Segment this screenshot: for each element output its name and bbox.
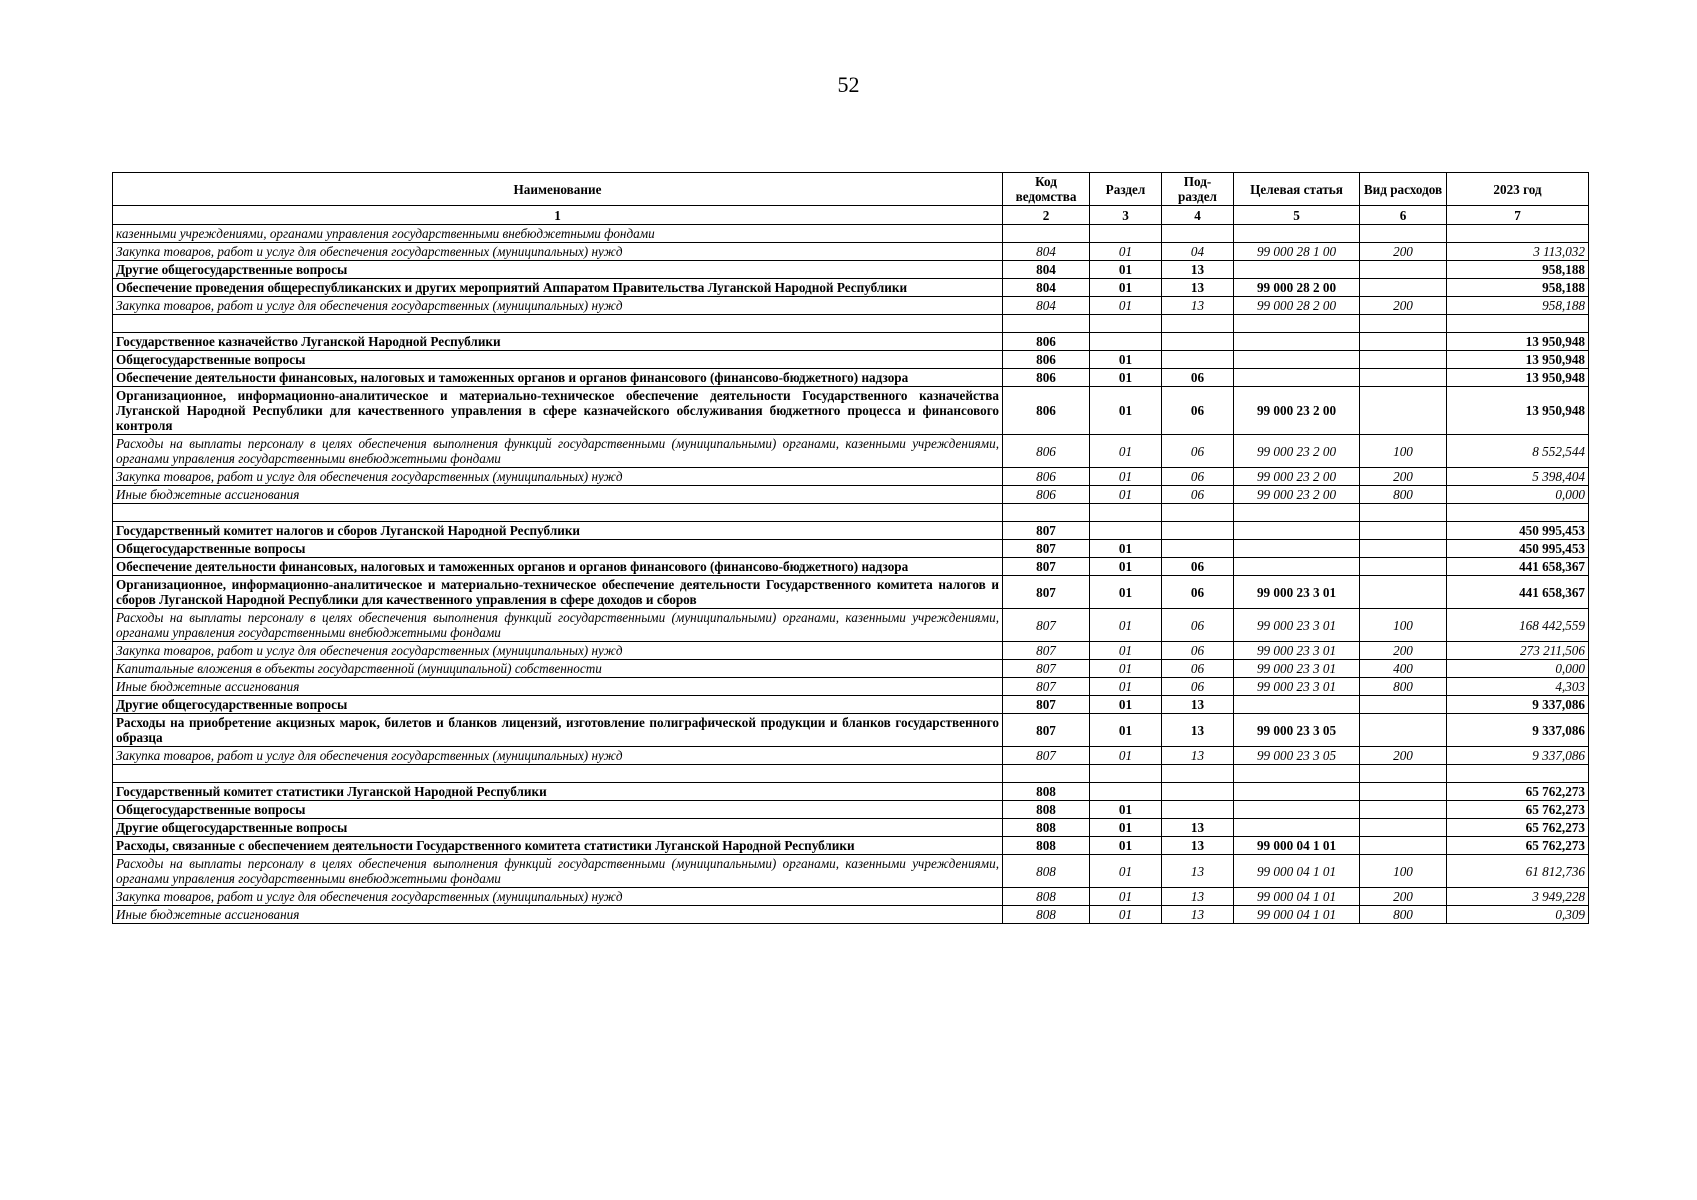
table-row — [113, 468, 1589, 486]
column-number: 3 — [1090, 206, 1162, 225]
row-amount-cell — [1447, 225, 1589, 243]
row-section-cell: 01 — [1090, 351, 1162, 369]
column-number: 1 — [113, 206, 1003, 225]
row-name-cell: казенными учреждениями, органами управления государственными внебюджетными фондами — [113, 225, 1003, 243]
row-section-cell: 01 — [1090, 387, 1162, 435]
row-subsection-cell: 04 — [1162, 243, 1234, 261]
row-target-article-cell — [1234, 540, 1360, 558]
row-target-article-cell: 99 000 23 2 00 — [1234, 387, 1360, 435]
row-dept-code-cell: 807 — [1003, 642, 1090, 660]
row-dept-code-cell: 804 — [1003, 297, 1090, 315]
spacer-row — [113, 504, 1589, 522]
row-expense-type-cell: 800 — [1360, 906, 1447, 924]
row-amount-cell: 3 113,032 — [1447, 243, 1589, 261]
row-target-article-cell: 99 000 23 3 05 — [1234, 747, 1360, 765]
row-expense-type-cell — [1360, 558, 1447, 576]
row-dept-code-cell: 804 — [1003, 279, 1090, 297]
row-amount-cell: 441 658,367 — [1447, 576, 1589, 609]
table-row — [113, 576, 1589, 609]
table-row — [113, 609, 1589, 642]
row-name-cell: Закупка товаров, работ и услуг для обеспечения государственных (муниципальных) нужд — [113, 747, 1003, 765]
row-subsection-cell: 13 — [1162, 906, 1234, 924]
row-dept-code-cell — [1003, 765, 1090, 783]
page-number: 52 — [837, 72, 860, 97]
column-number: 7 — [1447, 206, 1589, 225]
row-section-cell — [1090, 333, 1162, 351]
row-dept-code-cell — [1003, 225, 1090, 243]
row-expense-type-cell — [1360, 369, 1447, 387]
row-target-article-cell — [1234, 261, 1360, 279]
row-target-article-cell: 99 000 23 3 01 — [1234, 576, 1360, 609]
row-amount-cell: 168 442,559 — [1447, 609, 1589, 642]
table-row — [113, 837, 1589, 855]
row-dept-code-cell: 806 — [1003, 369, 1090, 387]
row-dept-code-cell: 806 — [1003, 351, 1090, 369]
row-subsection-cell — [1162, 783, 1234, 801]
row-section-cell — [1090, 504, 1162, 522]
row-dept-code-cell — [1003, 504, 1090, 522]
row-amount-cell: 65 762,273 — [1447, 783, 1589, 801]
row-amount-cell: 13 950,948 — [1447, 333, 1589, 351]
row-dept-code-cell: 807 — [1003, 522, 1090, 540]
row-name-cell: Государственный комитет статистики Луганской Народной Республики — [113, 783, 1003, 801]
row-amount-cell: 5 398,404 — [1447, 468, 1589, 486]
row-expense-type-cell: 100 — [1360, 855, 1447, 888]
row-amount-cell: 9 337,086 — [1447, 747, 1589, 765]
row-section-cell — [1090, 765, 1162, 783]
table-row — [113, 486, 1589, 504]
row-target-article-cell: 99 000 28 2 00 — [1234, 279, 1360, 297]
row-dept-code-cell: 808 — [1003, 783, 1090, 801]
header-subsection: Под-раздел — [1162, 173, 1234, 206]
table-row — [113, 369, 1589, 387]
header-expense-type: Вид расходов — [1360, 173, 1447, 206]
row-dept-code-cell: 808 — [1003, 801, 1090, 819]
row-subsection-cell — [1162, 351, 1234, 369]
row-dept-code-cell: 808 — [1003, 855, 1090, 888]
row-amount-cell: 9 337,086 — [1447, 696, 1589, 714]
row-section-cell: 01 — [1090, 558, 1162, 576]
row-dept-code-cell: 807 — [1003, 540, 1090, 558]
row-section-cell: 01 — [1090, 261, 1162, 279]
row-section-cell: 01 — [1090, 243, 1162, 261]
table-row — [113, 696, 1589, 714]
row-amount-cell: 4,303 — [1447, 678, 1589, 696]
row-dept-code-cell: 806 — [1003, 468, 1090, 486]
row-target-article-cell: 99 000 23 2 00 — [1234, 468, 1360, 486]
row-name-cell: Расходы на выплаты персоналу в целях обеспечения выполнения функций государственными (муниципальными) органами, казенными учреждениями, органами управления государственными внебюджетными фондами — [113, 855, 1003, 888]
row-name-cell: Закупка товаров, работ и услуг для обеспечения государственных (муниципальных) нужд — [113, 468, 1003, 486]
row-expense-type-cell — [1360, 765, 1447, 783]
table-row — [113, 435, 1589, 468]
row-name-cell: Общегосударственные вопросы — [113, 351, 1003, 369]
row-subsection-cell: 13 — [1162, 855, 1234, 888]
row-subsection-cell — [1162, 540, 1234, 558]
row-subsection-cell: 13 — [1162, 696, 1234, 714]
row-target-article-cell — [1234, 351, 1360, 369]
row-name-cell: Закупка товаров, работ и услуг для обеспечения государственных (муниципальных) нужд — [113, 243, 1003, 261]
row-subsection-cell: 13 — [1162, 714, 1234, 747]
row-expense-type-cell: 400 — [1360, 660, 1447, 678]
row-amount-cell: 441 658,367 — [1447, 558, 1589, 576]
row-target-article-cell: 99 000 23 3 01 — [1234, 642, 1360, 660]
row-section-cell — [1090, 315, 1162, 333]
row-name-cell: Организационное, информационно-аналитическое и материально-техническое обеспечение деятельности Государственного комитета налогов и сборов Луганской Народной Республики для качественного управления в сфере доходов и сборов — [113, 576, 1003, 609]
row-target-article-cell: 99 000 23 2 00 — [1234, 486, 1360, 504]
row-subsection-cell: 13 — [1162, 747, 1234, 765]
row-section-cell: 01 — [1090, 435, 1162, 468]
row-subsection-cell: 06 — [1162, 678, 1234, 696]
row-amount-cell — [1447, 504, 1589, 522]
table-row — [113, 801, 1589, 819]
row-section-cell — [1090, 225, 1162, 243]
row-name-cell: Обеспечение проведения общереспубликанских и других мероприятий Аппаратом Правительства Луганской Народной Республики — [113, 279, 1003, 297]
row-name-cell: Государственный комитет налогов и сборов Луганской Народной Республики — [113, 522, 1003, 540]
row-subsection-cell — [1162, 522, 1234, 540]
row-name-cell: Государственное казначейство Луганской Народной Республики — [113, 333, 1003, 351]
row-subsection-cell: 13 — [1162, 888, 1234, 906]
row-target-article-cell — [1234, 315, 1360, 333]
header-dept-code: Код ведомства — [1003, 173, 1090, 206]
row-subsection-cell — [1162, 225, 1234, 243]
row-amount-cell: 450 995,453 — [1447, 522, 1589, 540]
row-expense-type-cell: 100 — [1360, 609, 1447, 642]
row-name-cell: Другие общегосударственные вопросы — [113, 261, 1003, 279]
row-target-article-cell — [1234, 558, 1360, 576]
row-subsection-cell — [1162, 765, 1234, 783]
row-amount-cell: 3 949,228 — [1447, 888, 1589, 906]
row-name-cell: Расходы, связанные с обеспечением деятельности Государственного комитета статистики Луганской Народной Республики — [113, 837, 1003, 855]
table-row — [113, 747, 1589, 765]
row-expense-type-cell — [1360, 540, 1447, 558]
table-row — [113, 261, 1589, 279]
row-expense-type-cell: 200 — [1360, 297, 1447, 315]
row-target-article-cell: 99 000 23 3 01 — [1234, 660, 1360, 678]
row-expense-type-cell — [1360, 261, 1447, 279]
row-target-article-cell: 99 000 23 3 01 — [1234, 678, 1360, 696]
column-number: 6 — [1360, 206, 1447, 225]
table-row — [113, 819, 1589, 837]
row-subsection-cell: 06 — [1162, 435, 1234, 468]
row-target-article-cell: 99 000 04 1 01 — [1234, 888, 1360, 906]
row-expense-type-cell: 200 — [1360, 243, 1447, 261]
table-row — [113, 906, 1589, 924]
row-section-cell: 01 — [1090, 660, 1162, 678]
row-subsection-cell: 06 — [1162, 486, 1234, 504]
table-row — [113, 660, 1589, 678]
row-target-article-cell — [1234, 819, 1360, 837]
row-section-cell: 01 — [1090, 468, 1162, 486]
row-target-article-cell — [1234, 765, 1360, 783]
row-dept-code-cell: 807 — [1003, 576, 1090, 609]
row-subsection-cell: 06 — [1162, 660, 1234, 678]
row-dept-code-cell: 808 — [1003, 906, 1090, 924]
row-section-cell: 01 — [1090, 486, 1162, 504]
row-amount-cell: 0,000 — [1447, 660, 1589, 678]
row-expense-type-cell — [1360, 315, 1447, 333]
row-expense-type-cell — [1360, 714, 1447, 747]
header-row — [113, 173, 1589, 206]
row-amount-cell: 273 211,506 — [1447, 642, 1589, 660]
row-name-cell: Организационное, информационно-аналитическое и материально-техническое обеспечение деятельности Государственного казначейства Луганской Народной Республики для качественного управления в сфере казначейского обслуживания бюджетного процесса и финансового контроля — [113, 387, 1003, 435]
table-row — [113, 333, 1589, 351]
row-name-cell: Закупка товаров, работ и услуг для обеспечения государственных (муниципальных) нужд — [113, 642, 1003, 660]
row-dept-code-cell: 808 — [1003, 819, 1090, 837]
row-expense-type-cell — [1360, 576, 1447, 609]
row-expense-type-cell — [1360, 819, 1447, 837]
row-section-cell: 01 — [1090, 801, 1162, 819]
budget-table — [112, 172, 1589, 924]
row-amount-cell: 13 950,948 — [1447, 387, 1589, 435]
row-dept-code-cell: 807 — [1003, 678, 1090, 696]
row-dept-code-cell — [1003, 315, 1090, 333]
row-expense-type-cell — [1360, 522, 1447, 540]
row-expense-type-cell: 200 — [1360, 642, 1447, 660]
row-name-cell: Капитальные вложения в объекты государственной (муниципальной) собственности — [113, 660, 1003, 678]
row-subsection-cell: 06 — [1162, 369, 1234, 387]
row-section-cell: 01 — [1090, 678, 1162, 696]
row-amount-cell: 65 762,273 — [1447, 801, 1589, 819]
row-subsection-cell: 13 — [1162, 297, 1234, 315]
row-amount-cell: 0,000 — [1447, 486, 1589, 504]
row-amount-cell: 9 337,086 — [1447, 714, 1589, 747]
row-subsection-cell — [1162, 315, 1234, 333]
row-target-article-cell: 99 000 04 1 01 — [1234, 906, 1360, 924]
row-dept-code-cell: 806 — [1003, 486, 1090, 504]
row-name-cell — [113, 504, 1003, 522]
row-amount-cell: 65 762,273 — [1447, 819, 1589, 837]
row-section-cell: 01 — [1090, 819, 1162, 837]
row-target-article-cell — [1234, 522, 1360, 540]
row-section-cell: 01 — [1090, 906, 1162, 924]
row-amount-cell: 13 950,948 — [1447, 369, 1589, 387]
row-dept-code-cell: 807 — [1003, 609, 1090, 642]
row-section-cell: 01 — [1090, 747, 1162, 765]
row-subsection-cell: 06 — [1162, 576, 1234, 609]
row-name-cell: Закупка товаров, работ и услуг для обеспечения государственных (муниципальных) нужд — [113, 888, 1003, 906]
row-amount-cell: 958,188 — [1447, 297, 1589, 315]
table-row — [113, 714, 1589, 747]
row-subsection-cell: 06 — [1162, 642, 1234, 660]
row-name-cell: Обеспечение деятельности финансовых, налоговых и таможенных органов и органов финансового (финансово-бюджетного) надзора — [113, 369, 1003, 387]
row-subsection-cell: 06 — [1162, 609, 1234, 642]
row-section-cell: 01 — [1090, 642, 1162, 660]
row-subsection-cell: 13 — [1162, 837, 1234, 855]
column-number-row — [113, 206, 1589, 225]
spacer-row — [113, 315, 1589, 333]
row-amount-cell: 0,309 — [1447, 906, 1589, 924]
header-name: Наименование — [113, 173, 1003, 206]
row-expense-type-cell — [1360, 837, 1447, 855]
row-target-article-cell: 99 000 28 1 00 — [1234, 243, 1360, 261]
row-dept-code-cell: 807 — [1003, 558, 1090, 576]
row-subsection-cell: 06 — [1162, 558, 1234, 576]
table-row — [113, 558, 1589, 576]
row-target-article-cell — [1234, 333, 1360, 351]
column-number: 4 — [1162, 206, 1234, 225]
row-subsection-cell — [1162, 504, 1234, 522]
row-amount-cell: 13 950,948 — [1447, 351, 1589, 369]
row-subsection-cell: 13 — [1162, 279, 1234, 297]
row-target-article-cell — [1234, 225, 1360, 243]
row-expense-type-cell: 200 — [1360, 468, 1447, 486]
table-row — [113, 225, 1589, 243]
row-expense-type-cell: 800 — [1360, 678, 1447, 696]
row-dept-code-cell: 806 — [1003, 435, 1090, 468]
header-target-article: Целевая статья — [1234, 173, 1360, 206]
table-row — [113, 297, 1589, 315]
row-name-cell: Иные бюджетные ассигнования — [113, 678, 1003, 696]
row-dept-code-cell: 806 — [1003, 387, 1090, 435]
row-dept-code-cell: 806 — [1003, 333, 1090, 351]
table-row — [113, 678, 1589, 696]
row-dept-code-cell: 808 — [1003, 888, 1090, 906]
header-year: 2023 год — [1447, 173, 1589, 206]
row-section-cell: 01 — [1090, 888, 1162, 906]
header-section: Раздел — [1090, 173, 1162, 206]
row-name-cell: Общегосударственные вопросы — [113, 540, 1003, 558]
row-name-cell: Расходы на выплаты персоналу в целях обеспечения выполнения функций государственными (муниципальными) органами, казенными учреждениями, органами управления государственными внебюджетными фондами — [113, 435, 1003, 468]
row-expense-type-cell — [1360, 351, 1447, 369]
row-section-cell: 01 — [1090, 576, 1162, 609]
row-expense-type-cell — [1360, 387, 1447, 435]
row-target-article-cell: 99 000 04 1 01 — [1234, 837, 1360, 855]
row-dept-code-cell: 807 — [1003, 747, 1090, 765]
row-name-cell: Иные бюджетные ассигнования — [113, 906, 1003, 924]
row-name-cell: Расходы на выплаты персоналу в целях обеспечения выполнения функций государственными (муниципальными) органами, казенными учреждениями, органами управления государственными внебюджетными фондами — [113, 609, 1003, 642]
row-expense-type-cell — [1360, 801, 1447, 819]
table-row — [113, 888, 1589, 906]
row-target-article-cell: 99 000 28 2 00 — [1234, 297, 1360, 315]
row-expense-type-cell: 100 — [1360, 435, 1447, 468]
row-name-cell: Обеспечение деятельности финансовых, налоговых и таможенных органов и органов финансового (финансово-бюджетного) надзора — [113, 558, 1003, 576]
row-section-cell: 01 — [1090, 279, 1162, 297]
table-body — [113, 225, 1589, 924]
table-row — [113, 855, 1589, 888]
spacer-row — [113, 765, 1589, 783]
row-name-cell: Иные бюджетные ассигнования — [113, 486, 1003, 504]
row-target-article-cell — [1234, 801, 1360, 819]
row-target-article-cell — [1234, 369, 1360, 387]
row-name-cell: Закупка товаров, работ и услуг для обеспечения государственных (муниципальных) нужд — [113, 297, 1003, 315]
row-section-cell: 01 — [1090, 714, 1162, 747]
row-name-cell: Другие общегосударственные вопросы — [113, 696, 1003, 714]
row-expense-type-cell — [1360, 504, 1447, 522]
row-target-article-cell: 99 000 23 2 00 — [1234, 435, 1360, 468]
row-name-cell — [113, 765, 1003, 783]
row-target-article-cell: 99 000 23 3 05 — [1234, 714, 1360, 747]
row-section-cell: 01 — [1090, 297, 1162, 315]
row-subsection-cell — [1162, 333, 1234, 351]
row-dept-code-cell: 804 — [1003, 243, 1090, 261]
row-amount-cell — [1447, 315, 1589, 333]
row-subsection-cell — [1162, 801, 1234, 819]
row-target-article-cell — [1234, 504, 1360, 522]
row-section-cell: 01 — [1090, 369, 1162, 387]
table-row — [113, 642, 1589, 660]
row-amount-cell: 61 812,736 — [1447, 855, 1589, 888]
row-target-article-cell — [1234, 783, 1360, 801]
row-section-cell — [1090, 783, 1162, 801]
table-row — [113, 522, 1589, 540]
row-target-article-cell: 99 000 04 1 01 — [1234, 855, 1360, 888]
row-amount-cell: 65 762,273 — [1447, 837, 1589, 855]
row-section-cell — [1090, 522, 1162, 540]
table-row — [113, 351, 1589, 369]
column-number: 2 — [1003, 206, 1090, 225]
row-subsection-cell: 13 — [1162, 261, 1234, 279]
row-name-cell: Другие общегосударственные вопросы — [113, 819, 1003, 837]
row-expense-type-cell: 800 — [1360, 486, 1447, 504]
row-dept-code-cell: 804 — [1003, 261, 1090, 279]
table-row — [113, 387, 1589, 435]
table-row — [113, 243, 1589, 261]
column-number: 5 — [1234, 206, 1360, 225]
table-header — [113, 173, 1589, 225]
row-expense-type-cell: 200 — [1360, 747, 1447, 765]
row-amount-cell: 958,188 — [1447, 261, 1589, 279]
row-amount-cell: 8 552,544 — [1447, 435, 1589, 468]
table-row — [113, 279, 1589, 297]
row-name-cell — [113, 315, 1003, 333]
row-dept-code-cell: 807 — [1003, 714, 1090, 747]
table-row — [113, 540, 1589, 558]
row-dept-code-cell: 808 — [1003, 837, 1090, 855]
row-amount-cell: 958,188 — [1447, 279, 1589, 297]
row-subsection-cell: 06 — [1162, 468, 1234, 486]
row-section-cell: 01 — [1090, 855, 1162, 888]
row-expense-type-cell — [1360, 225, 1447, 243]
row-section-cell: 01 — [1090, 837, 1162, 855]
row-expense-type-cell — [1360, 333, 1447, 351]
row-expense-type-cell — [1360, 279, 1447, 297]
row-expense-type-cell — [1360, 783, 1447, 801]
row-amount-cell: 450 995,453 — [1447, 540, 1589, 558]
row-dept-code-cell: 807 — [1003, 660, 1090, 678]
row-section-cell: 01 — [1090, 696, 1162, 714]
row-target-article-cell — [1234, 696, 1360, 714]
row-expense-type-cell: 200 — [1360, 888, 1447, 906]
row-expense-type-cell — [1360, 696, 1447, 714]
row-name-cell: Общегосударственные вопросы — [113, 801, 1003, 819]
row-subsection-cell: 06 — [1162, 387, 1234, 435]
row-amount-cell — [1447, 765, 1589, 783]
row-subsection-cell: 13 — [1162, 819, 1234, 837]
row-dept-code-cell: 807 — [1003, 696, 1090, 714]
row-target-article-cell: 99 000 23 3 01 — [1234, 609, 1360, 642]
row-name-cell: Расходы на приобретение акцизных марок, билетов и бланков лицензий, изготовление полиграфической продукции и бланков государственного образца — [113, 714, 1003, 747]
row-section-cell: 01 — [1090, 540, 1162, 558]
table-row — [113, 783, 1589, 801]
row-section-cell: 01 — [1090, 609, 1162, 642]
